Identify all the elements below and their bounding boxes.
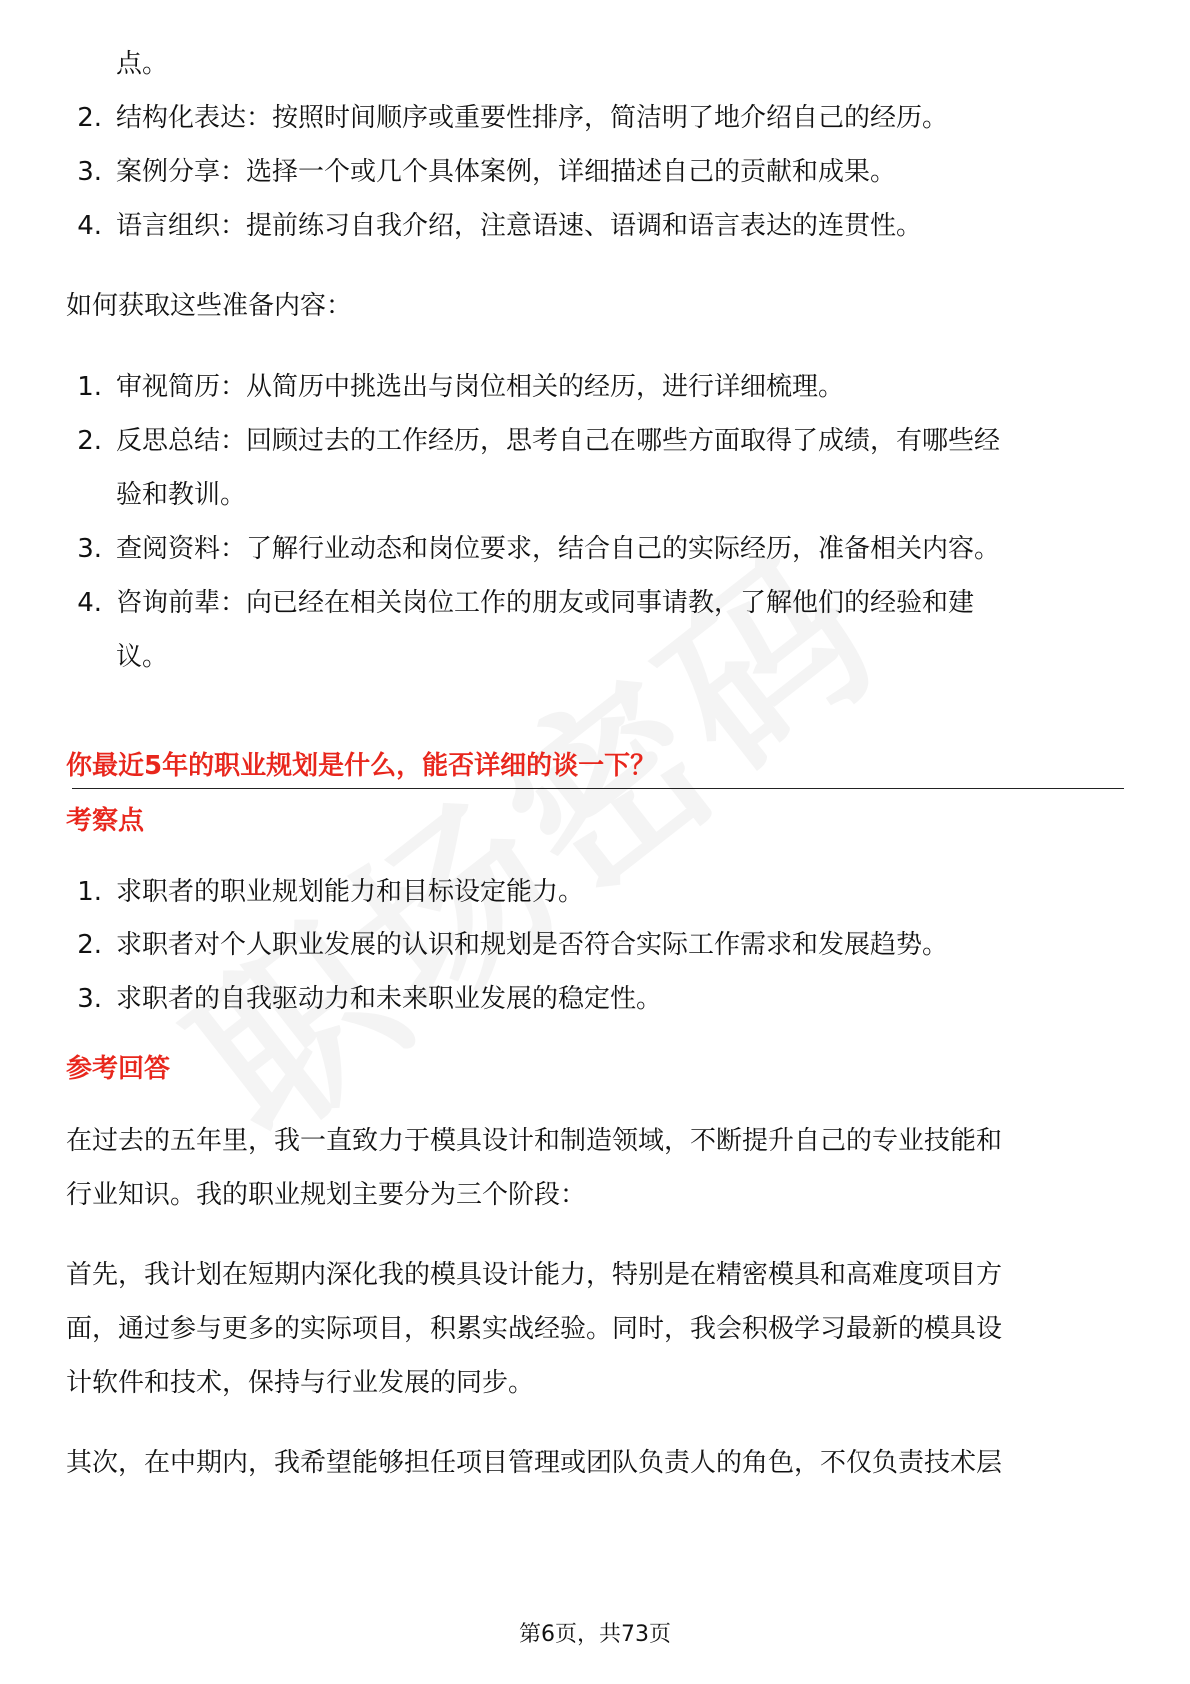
list-item-continuation: 议。 bbox=[116, 642, 169, 672]
list-item-continuation: 验和教训。 bbox=[116, 480, 247, 510]
list-number: 3. bbox=[77, 984, 102, 1014]
list-number: 3. bbox=[77, 157, 102, 187]
list-number: 4. bbox=[77, 588, 102, 618]
list-item: 咨询前辈：向已经在相关岗位工作的朋友或同事请教，了解他们的经验和建 bbox=[116, 588, 975, 618]
list-item: 审视简历：从简历中挑选出与岗位相关的经历，进行详细梳理。 bbox=[116, 372, 845, 402]
section-divider bbox=[72, 788, 1124, 789]
inspection-heading: 考察点 bbox=[66, 806, 145, 836]
list-item: 反思总结：回顾过去的工作经历，思考自己在哪些方面取得了成绩，有哪些经 bbox=[116, 426, 1001, 456]
answer-paragraph-line: 其次，在中期内，我希望能够担任项目管理或团队负责人的角色，不仅负责技术层 bbox=[66, 1448, 1003, 1478]
inspection-point: 求职者对个人职业发展的认识和规划是否符合实际工作需求和发展趋势。 bbox=[116, 930, 949, 960]
inspection-point: 求职者的职业规划能力和目标设定能力。 bbox=[116, 877, 585, 907]
list-item: 查阅资料：了解行业动态和岗位要求，结合自己的实际经历，准备相关内容。 bbox=[116, 534, 1001, 564]
answer-heading: 参考回答 bbox=[66, 1054, 171, 1084]
answer-paragraph-line: 面，通过参与更多的实际项目，积累实战经验。同时，我会积极学习最新的模具设 bbox=[66, 1314, 1003, 1344]
list-number: 2. bbox=[77, 426, 102, 456]
continuation-text: 点。 bbox=[116, 49, 169, 79]
list-item: 语言组织：提前练习自我介绍，注意语速、语调和语言表达的连贯性。 bbox=[116, 211, 923, 241]
list-number: 1. bbox=[77, 372, 102, 402]
section-heading: 如何获取这些准备内容： bbox=[66, 291, 353, 321]
list-number: 3. bbox=[77, 534, 102, 564]
answer-paragraph-line: 计软件和技术，保持与行业发展的同步。 bbox=[66, 1368, 535, 1398]
list-item: 结构化表达：按照时间顺序或重要性排序，简洁明了地介绍自己的经历。 bbox=[116, 103, 949, 133]
list-number: 2. bbox=[77, 930, 102, 960]
list-item: 案例分享：选择一个或几个具体案例，详细描述自己的贡献和成果。 bbox=[116, 157, 897, 187]
answer-paragraph-line: 行业知识。我的职业规划主要分为三个阶段： bbox=[66, 1180, 587, 1210]
list-number: 1. bbox=[77, 877, 102, 907]
list-number: 4. bbox=[77, 211, 102, 241]
page-footer: 第6页，共73页 bbox=[519, 1622, 671, 1647]
answer-paragraph-line: 在过去的五年里，我一直致力于模具设计和制造领域，不断提升自己的专业技能和 bbox=[66, 1126, 1003, 1156]
list-number: 2. bbox=[77, 103, 102, 133]
question-title: 你最近5年的职业规划是什么，能否详细的谈一下？ bbox=[66, 751, 657, 781]
answer-paragraph-line: 首先，我计划在短期内深化我的模具设计能力，特别是在精密模具和高难度项目方 bbox=[66, 1260, 1003, 1290]
inspection-point: 求职者的自我驱动力和未来职业发展的稳定性。 bbox=[116, 984, 663, 1014]
